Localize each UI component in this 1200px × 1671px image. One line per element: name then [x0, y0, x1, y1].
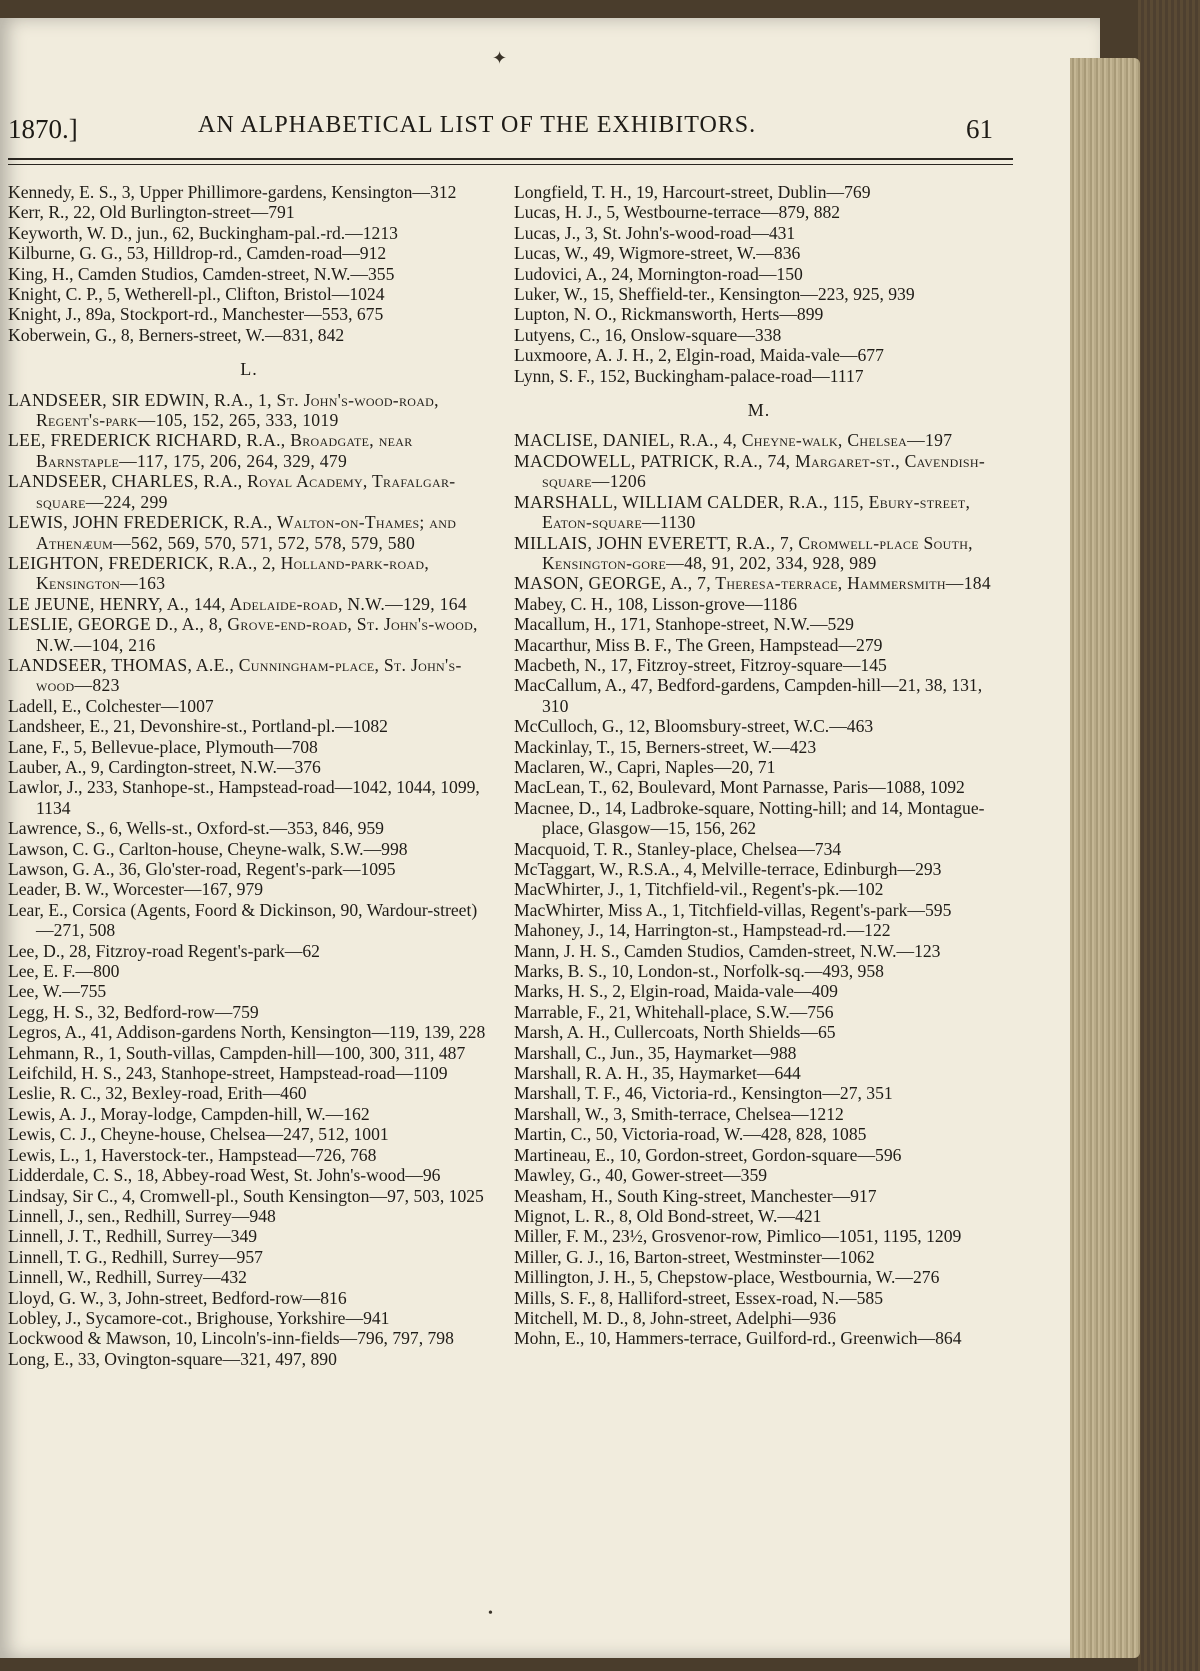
- exhibitor-entry: Lucas, J., 3, St. John's-wood-road—431: [514, 222, 796, 243]
- entries-l-continued: [514, 182, 1004, 386]
- exhibitor-entry: Mabey, C. H., 108, Lisson-grove—1186: [514, 593, 798, 614]
- exhibitor-entry: Lucas, W., 49, Wigmore-street, W.—836: [514, 243, 801, 264]
- exhibitor-entry: Marshall, T. F., 46, Victoria-rd., Kensington—27, 351: [514, 1083, 893, 1104]
- exhibitor-entry: Lupton, N. O., Rickmansworth, Herts—899: [514, 304, 824, 325]
- exhibitor-entry: Lynn, S. F., 152, Buckingham-palace-road—1117: [514, 365, 864, 386]
- exhibitor-entry: Leader, B. W., Worcester—167, 979: [8, 879, 264, 900]
- entries-l-major: [8, 390, 490, 696]
- exhibitor-entry: Martin, C., 50, Victoria-road, W.—428, 828, 1085: [514, 1124, 867, 1145]
- exhibitor-entry: Linnell, J. T., Redhill, Surrey—349: [8, 1226, 258, 1247]
- exhibitor-entry: Lawson, G. A., 36, Glo'ster-road, Regent's-park—1095: [8, 859, 396, 879]
- section-heading-m: M.: [747, 400, 771, 421]
- exhibitor-entry: Lloyd, G. W., 3, John-street, Bedford-row—816: [8, 1287, 347, 1308]
- exhibitor-entry: Mahoney, J., 14, Harrington-st., Hampstead-rd.—122: [514, 920, 891, 941]
- exhibitor-entry: LANDSEER, SIR EDWIN, R.A., 1, St. John's-wood-road, Regent's-park—105, 152, 265, 333, 1019: [8, 389, 439, 431]
- exhibitor-entry: Ladell, E., Colchester—1007: [8, 695, 214, 716]
- exhibitor-entry: LEIGHTON, FREDERICK, R.A., 2, Holland-park-road, Kensington—163: [8, 552, 430, 594]
- exhibitor-entry: Mackinlay, T., 15, Berners-street, W.—423: [514, 736, 817, 757]
- exhibitor-entry: Mawley, G., 40, Gower-street—359: [514, 1165, 768, 1186]
- exhibitor-entry: Mignot, L. R., 8, Old Bond-street, W.—421: [514, 1205, 822, 1226]
- exhibitor-entry: Leifchild, H. S., 243, Stanhope-street, Hampstead-road—1109: [8, 1063, 448, 1084]
- exhibitor-entry: MacWhirter, Miss A., 1, Titchfield-villas, Regent's-park—595: [514, 899, 952, 920]
- exhibitor-entry: Kilburne, G. G., 53, Hilldrop-rd., Camden-road—912: [8, 243, 387, 264]
- exhibitor-entry: Lauber, A., 9, Cardington-street, N.W.—376: [8, 756, 321, 777]
- header-title: AN ALPHABETICAL LIST OF THE EXHIBITORS.: [198, 112, 757, 138]
- exhibitor-entry: Macnee, D., 14, Ladbroke-square, Notting-hill; and 14, Montague-place, Glasgow—15, 156, 262: [514, 797, 985, 839]
- entries-m: [514, 594, 1004, 1349]
- exhibitor-entry: Lehmann, R., 1, South-villas, Campden-hill—100, 300, 311, 487: [8, 1042, 466, 1063]
- exhibitor-entry: Linnell, T. G., Redhill, Surrey—957: [8, 1246, 263, 1267]
- exhibitor-entry: Knight, C. P., 5, Wetherell-pl., Clifton, Bristol—1024: [8, 284, 385, 305]
- exhibitor-entry: Macarthur, Miss B. F., The Green, Hampstead—279: [514, 634, 883, 655]
- exhibitor-entry: Miller, F. M., 23½, Grosvenor-row, Pimlico—1051, 1195, 1209: [514, 1226, 962, 1247]
- exhibitor-entry: Marshall, R. A. H., 35, Haymarket—644: [514, 1063, 801, 1084]
- exhibitor-entry: McTaggart, W., R.S.A., 4, Melville-terrace, Edinburgh—293: [514, 859, 942, 879]
- exhibitor-entry: Miller, G. J., 16, Barton-street, Westminster—1062: [514, 1246, 875, 1267]
- exhibitor-entry: LE JEUNE, HENRY, A., 144, Adelaide-road, N.W.—129, 164: [8, 593, 467, 614]
- exhibitor-entry: Marsh, A. H., Cullercoats, North Shields—65: [514, 1022, 836, 1043]
- exhibitor-entry: Kennedy, E. S., 3, Upper Phillimore-gardens, Kensington—312: [8, 182, 457, 202]
- exhibitor-entry: Macbeth, N., 17, Fitzroy-street, Fitzroy-square—145: [514, 654, 887, 675]
- exhibitor-entry: Lee, E. F.—800: [8, 961, 120, 982]
- book-spine: [1138, 0, 1200, 1671]
- exhibitor-entry: Luker, W., 15, Sheffield-ter., Kensington—223, 925, 939: [514, 284, 915, 305]
- exhibitor-entry: MacLean, T., 62, Boulevard, Mont Parnasse, Paris—1088, 1092: [514, 777, 965, 798]
- exhibitor-entry: Marks, H. S., 2, Elgin-road, Maida-vale—409: [514, 981, 838, 1002]
- exhibitor-entry: Mitchell, M. D., 8, John-street, Adelphi—936: [514, 1307, 837, 1328]
- exhibitor-entry: LANDSEER, THOMAS, A.E., Cunningham-place, St. John's-wood—823: [8, 654, 462, 696]
- exhibitor-entry: Koberwein, G., 8, Berners-street, W.—831, 842: [8, 324, 345, 345]
- exhibitor-entry: LEWIS, JOHN FREDERICK, R.A., Walton-on-Thames; and Athenæum—562, 569, 570, 571, 572, 578, 579, 580: [8, 512, 457, 553]
- exhibitor-entry: MACLISE, DANIEL, R.A., 4, Cheyne-walk, Chelsea—197: [514, 430, 953, 451]
- section-heading-l: L.: [240, 359, 258, 380]
- exhibitor-entry: Lucas, H. J., 5, Westbourne-terrace—879, 882: [514, 202, 841, 223]
- exhibitor-entry: MASON, GEORGE, A., 7, Theresa-terrace, Hammersmith—184: [514, 573, 991, 594]
- exhibitor-entry: Lee, D., 28, Fitzroy-road Regent's-park—62: [8, 940, 320, 961]
- exhibitor-entry: MILLAIS, JOHN EVERETT, R.A., 7, Cromwell-place South, Kensington-gore—48, 91, 202, 334, 928, 989: [514, 532, 973, 573]
- exhibitor-entry: Macallum, H., 171, Stanhope-street, N.W.—529: [514, 614, 854, 635]
- exhibitor-entry: Macquoid, T. R., Stanley-place, Chelsea—734: [514, 838, 842, 859]
- exhibitor-entry: Mann, J. H. S., Camden Studios, Camden-street, N.W.—123: [514, 940, 941, 961]
- exhibitor-entry: Luxmoore, A. J. H., 2, Elgin-road, Maida-vale—677: [514, 345, 884, 366]
- exhibitor-entry: Marrable, F., 21, Whitehall-place, S.W.—756: [514, 1001, 834, 1022]
- exhibitor-entry: Lawrence, S., 6, Wells-st., Oxford-st.—353, 846, 959: [8, 818, 384, 839]
- exhibitor-entry: Leslie, R. C., 32, Bexley-road, Erith—460: [8, 1083, 307, 1104]
- exhibitor-entry: Linnell, J., sen., Redhill, Surrey—948: [8, 1205, 276, 1226]
- exhibitor-entry: Lear, E., Corsica (Agents, Foord & Dickinson, 90, Wardour-street)—271, 508: [8, 899, 478, 941]
- exhibitor-entry: Landsheer, E., 21, Devonshire-st., Portland-pl.—1082: [8, 716, 388, 737]
- entries-k: [8, 182, 490, 345]
- bottom-mark: •: [488, 1606, 493, 1621]
- top-ornament: ✦: [492, 48, 508, 68]
- page-number: 61: [966, 114, 993, 144]
- entries-m-major: [514, 430, 1004, 593]
- exhibitor-entry: LEE, FREDERICK RICHARD, R.A., Broadgate, near Barnstaple—117, 175, 206, 264, 329, 479: [8, 430, 413, 471]
- entries-l: [8, 696, 490, 1369]
- exhibitor-entry: Marks, B. S., 10, London-st., Norfolk-sq.—493, 958: [514, 961, 884, 982]
- exhibitor-entry: Lewis, C. J., Cheyne-house, Chelsea—247, 512, 1001: [8, 1124, 389, 1145]
- exhibitor-entry: McCulloch, G., 12, Bloomsbury-street, W.C.—463: [514, 716, 874, 737]
- right-column: [514, 182, 1004, 1349]
- exhibitor-entry: Martineau, E., 10, Gordon-street, Gordon-square—596: [514, 1144, 902, 1165]
- exhibitor-entry: Lewis, L., 1, Haverstock-ter., Hampstead—726, 768: [8, 1144, 377, 1165]
- exhibitor-entry: Long, E., 33, Ovington-square—321, 497, 890: [8, 1348, 337, 1369]
- exhibitor-entry: Lindsay, Sir C., 4, Cromwell-pl., South Kensington—97, 503, 1025: [8, 1185, 484, 1206]
- exhibitor-entry: Mills, S. F., 8, Halliford-street, Essex-road, N.—585: [514, 1287, 883, 1308]
- exhibitor-entry: Marshall, W., 3, Smith-terrace, Chelsea—1212: [514, 1103, 844, 1124]
- running-header: [8, 100, 1023, 150]
- exhibitor-entry: LESLIE, GEORGE D., A., 8, Grove-end-road, St. John's-wood, N.W.—104, 216: [8, 614, 478, 655]
- exhibitor-entry: Maclaren, W., Capri, Naples—20, 71: [514, 756, 776, 777]
- exhibitor-entry: Legros, A., 41, Addison-gardens North, Kensington—119, 139, 228: [8, 1022, 486, 1043]
- header-rule: [8, 158, 1013, 165]
- exhibitor-entry: Lidderdale, C. S., 18, Abbey-road West, St. John's-wood—96: [8, 1165, 441, 1186]
- exhibitor-entry: Lockwood & Mawson, 10, Lincoln's-inn-fields—796, 797, 798: [8, 1328, 454, 1349]
- exhibitor-entry: Lane, F., 5, Bellevue-place, Plymouth—708: [8, 736, 318, 757]
- exhibitor-entry: Lutyens, C., 16, Onslow-square—338: [514, 324, 782, 345]
- exhibitor-entry: MACDOWELL, PATRICK, R.A., 74, Margaret-st., Cavendish-square—1206: [514, 450, 986, 492]
- exhibitor-entry: Kerr, R., 22, Old Burlington-street—791: [8, 202, 295, 223]
- exhibitor-entry: Ludovici, A., 24, Mornington-road—150: [514, 263, 803, 284]
- exhibitor-entry: LANDSEER, CHARLES, R.A., Royal Academy, Trafalgar-square—224, 299: [8, 471, 456, 512]
- exhibitor-entry: Legg, H. S., 32, Bedford-row—759: [8, 1001, 259, 1022]
- header-year: 1870.]: [8, 114, 78, 144]
- left-column: [8, 182, 490, 1369]
- exhibitor-entry: King, H., Camden Studios, Camden-street, N.W.—355: [8, 263, 395, 284]
- exhibitor-entry: Lewis, A. J., Moray-lodge, Campden-hill, W.—162: [8, 1103, 370, 1124]
- page-edges: [1070, 58, 1140, 1658]
- exhibitor-entry: Lawlor, J., 233, Stanhope-st., Hampstead-road—1042, 1044, 1099, 1134: [8, 777, 480, 818]
- exhibitor-entry: Linnell, W., Redhill, Surrey—432: [8, 1267, 247, 1288]
- exhibitor-entry: Knight, J., 89a, Stockport-rd., Manchester—553, 675: [8, 304, 384, 325]
- exhibitor-entry: MARSHALL, WILLIAM CALDER, R.A., 115, Ebury-street, Eaton-square—1130: [514, 491, 971, 533]
- exhibitor-entry: Marshall, C., Jun., 35, Haymarket—988: [514, 1042, 797, 1063]
- exhibitor-entry: MacWhirter, J., 1, Titchfield-vil., Regent's-pk.—102: [514, 879, 884, 900]
- exhibitor-entry: Lobley, J., Sycamore-cot., Brighouse, Yorkshire—941: [8, 1307, 390, 1328]
- exhibitor-entry: Keyworth, W. D., jun., 62, Buckingham-pal.-rd.—1213: [8, 222, 398, 243]
- exhibitor-entry: Lee, W.—755: [8, 981, 107, 1002]
- exhibitor-entry: MacCallum, A., 47, Bedford-gardens, Campden-hill—21, 38, 131, 310: [514, 675, 983, 716]
- exhibitor-entry: Longfield, T. H., 19, Harcourt-street, Dublin—769: [514, 182, 871, 202]
- exhibitor-entry: Measham, H., South King-street, Manchester—917: [514, 1185, 877, 1206]
- exhibitor-entry: Mohn, E., 10, Hammers-terrace, Guilford-rd., Greenwich—864: [514, 1328, 962, 1349]
- exhibitor-entry: Millington, J. H., 5, Chepstow-place, Westbournia, W.—276: [514, 1267, 940, 1288]
- exhibitor-entry: Lawson, C. G., Carlton-house, Cheyne-walk, S.W.—998: [8, 838, 408, 859]
